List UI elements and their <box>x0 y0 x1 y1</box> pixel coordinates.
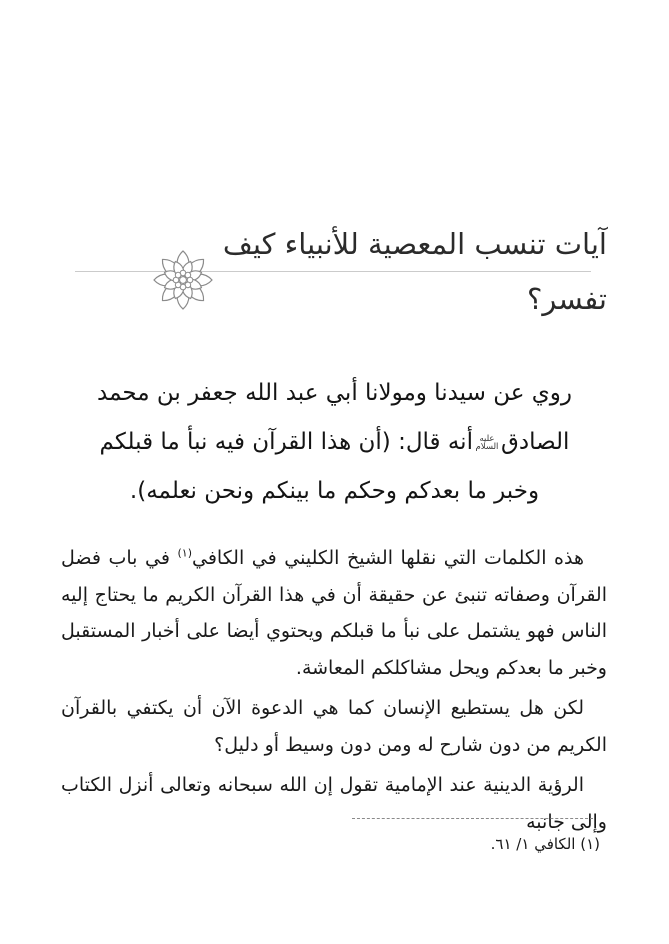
hadith-line-1: روي عن سيدنا ومولانا أبي عبد الله جعفر بن محمد <box>97 380 572 406</box>
footnote: (١) الكافي ١/ ٦١. <box>490 835 600 853</box>
footnote-marker: (١) <box>177 546 192 560</box>
hadith-line-2-end: أنه قال: (أن هذا القرآن فيه نبأ ما قبلكم <box>99 429 473 455</box>
paragraph-1-text: هذه الكلمات التي نقلها الشيخ الكليني في الكافي <box>191 547 584 569</box>
footnote-separator <box>352 818 593 819</box>
honorific-alayhi-assalam: عليه السلام <box>475 433 499 452</box>
chapter-title-line-2: تفسر؟ <box>526 282 607 316</box>
chapter-title-line-1: آيات تنسب المعصية للأنبياء كيف <box>222 227 607 261</box>
hadith-line-2-start: الصادق <box>500 429 570 455</box>
paragraph-1 <box>61 540 607 686</box>
hadith-quote <box>65 369 604 516</box>
paragraph-3: الرؤية الدينية عند الإمامية تقول إن الله سبحانه وتعالى أنزل الكتاب وإلى جانبه <box>61 774 607 833</box>
paragraph-1-continuation: في باب فضل القرآن وصفاته تنبئ عن حقيقة أن في هذا القرآن الكريم ما يحتاج إليه الناس فهو يشتمل على نبأ ما قبلكم ويحتوي أيضا على أخبار المستقبل وخبر ما بعدكم ويحل مشاكلكم المعاشة. <box>61 547 607 679</box>
paragraph-2: لكن هل يستطيع الإنسان كما هي الدعوة الآن أن يكتفي بالقرآن الكريم من دون شارح له ومن دون وسيط أو دليل؟ <box>61 697 607 756</box>
body-text <box>61 540 607 844</box>
hadith-line-2 <box>65 418 604 467</box>
hadith-line-3: وخبر ما بعدكم وحكم ما بينكم ونحن نعلمه). <box>129 478 540 504</box>
